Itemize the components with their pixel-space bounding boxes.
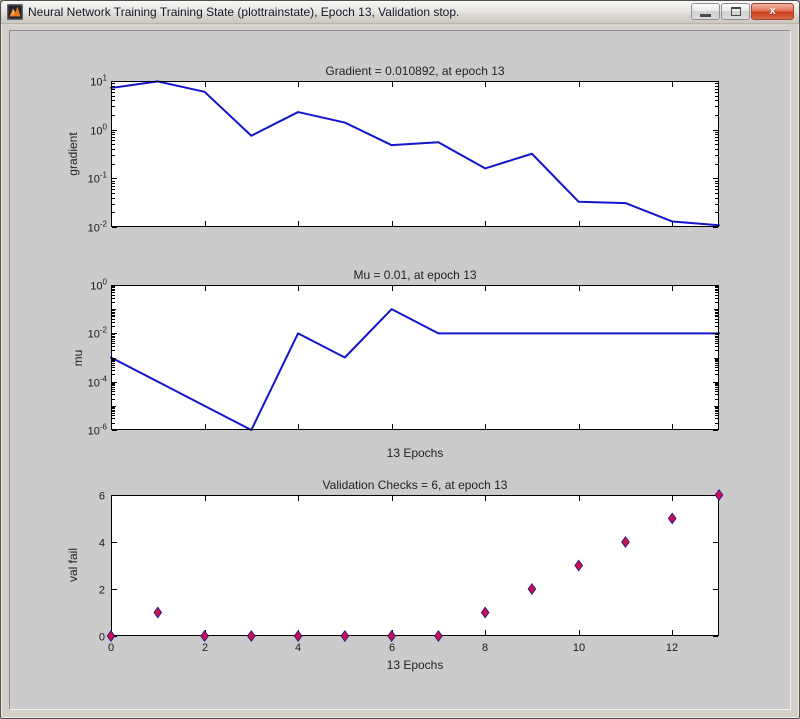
svg-text:4: 4 (98, 537, 105, 550)
close-icon: x (769, 5, 776, 17)
svg-text:4: 4 (294, 642, 302, 654)
svg-text:10-6: $10^{-6}$ (87, 422, 107, 438)
mu-x-axis-label: 13 Epochs (386, 446, 444, 460)
matlab-app-icon[interactable] (7, 4, 23, 20)
gradient-plot (88, 74, 719, 235)
figure-canvas (9, 30, 791, 710)
minimize-button[interactable] (691, 3, 720, 20)
mu-plot-title: Mu = 0.01, at epoch 13 (353, 268, 477, 282)
svg-text:8: 8 (481, 642, 489, 654)
svg-text:10-1: $10^{-1}$ (87, 170, 107, 186)
svg-text:10: 10 (572, 642, 586, 654)
svg-text:10-2: $10^{-2}$ (87, 219, 107, 235)
svg-text:100: $10^0$ (90, 277, 107, 293)
svg-text:101: $10^1$ (90, 73, 107, 89)
svg-text:6: 6 (98, 490, 105, 503)
minimize-icon (700, 14, 711, 17)
gradient-y-axis-label: gradient (66, 132, 80, 176)
svg-text:100: $10^0$ (90, 122, 107, 138)
svg-text:10-2: $10^{-2}$ (87, 325, 107, 341)
caption-buttons (691, 3, 794, 20)
maximize-icon (731, 7, 741, 16)
svg-text:6: 6 (388, 642, 396, 654)
svg-text:0: 0 (98, 631, 105, 644)
close-button[interactable] (751, 3, 794, 20)
titlebar[interactable] (1, 1, 799, 24)
gradient-plot-title: Gradient = 0.010892, at epoch 13 (325, 64, 505, 78)
svg-text:12: 12 (665, 642, 679, 654)
svg-text:0: 0 (107, 642, 115, 654)
valfail-plot-title: Validation Checks = 6, at epoch 13 (322, 478, 508, 492)
svg-text:2: 2 (201, 642, 209, 654)
svg-text:2: 2 (98, 584, 105, 597)
svg-text:10-4: $10^{-4}$ (87, 374, 107, 390)
val-fail-plot (99, 490, 723, 654)
mu-y-axis-label: mu (71, 349, 85, 367)
maximize-button[interactable] (721, 3, 750, 20)
window-title: Neural Network Training Training State (plottrainstate), Epoch 13, Validation stop. (28, 5, 460, 19)
mu-plot (88, 278, 719, 438)
plots-canvas (10, 31, 790, 711)
valfail-x-axis-label: 13 Epochs (386, 658, 444, 672)
valfail-y-axis-label: val fail (66, 547, 80, 583)
